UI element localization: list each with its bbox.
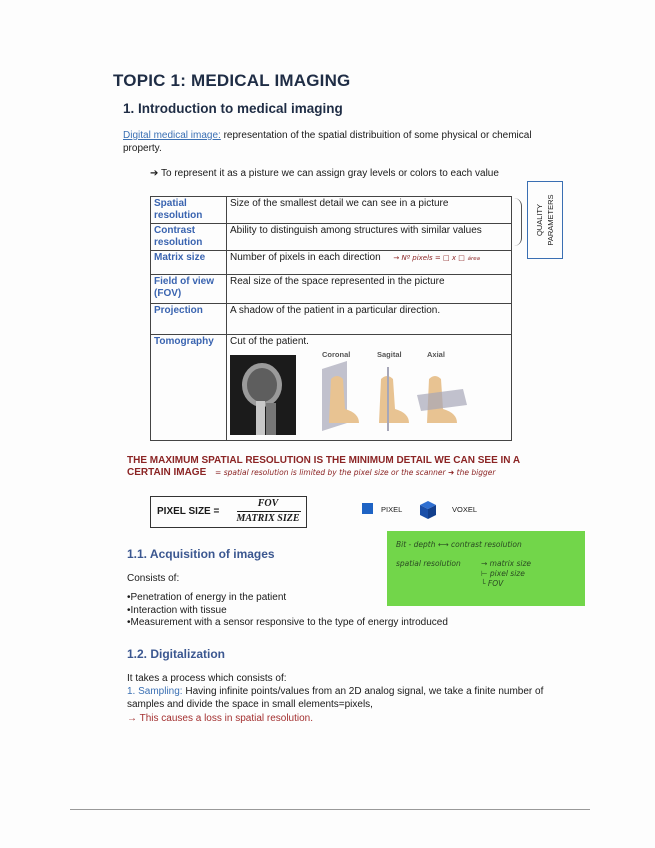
plane-label-axial: Axial	[427, 350, 445, 359]
green-note-line2: spatial resolution	[396, 559, 461, 568]
digitalization-title: 1.2. Digitalization	[127, 647, 226, 661]
ct-image	[230, 355, 296, 435]
green-note-line1: Bit - depth ⟷ contrast resolution	[396, 540, 522, 549]
green-note-item: → matrix size	[481, 559, 532, 568]
quality-parameters-box	[527, 181, 563, 259]
digitalization-intro: It takes a process which consists of:	[127, 673, 287, 684]
definition	[123, 129, 563, 155]
sampling-consequence: → This causes a loss in spatial resolution.	[127, 713, 314, 724]
table-row	[151, 275, 512, 304]
plane-label-sagital: Sagital	[377, 350, 402, 359]
list-item: • Measurement with a sensor responsive to the type of energy introduced	[127, 617, 448, 630]
table-row	[151, 197, 512, 224]
tomography-cell	[227, 335, 512, 441]
table-value: Size of the smallest detail we can see in a picture	[227, 197, 512, 224]
quality-label: QUALITY PARAMETERS	[535, 194, 555, 246]
green-note-item: └ FOV	[481, 579, 504, 588]
table-row	[151, 335, 512, 441]
table-value: Number of pixels in each direction	[230, 252, 381, 263]
table-key: Matrix size	[151, 251, 227, 275]
formula-lhs: PIXEL SIZE =	[157, 506, 220, 517]
definition-text: representation of the spatial distribuition of some physical or chemical property.	[123, 130, 532, 154]
definition-term: Digital medical image:	[123, 130, 221, 141]
plane-label-coronal: Coronal	[322, 350, 351, 359]
topic-title: TOPIC 1: MEDICAL IMAGING	[113, 71, 351, 90]
acquisition-list	[127, 592, 448, 630]
table-key: Contrast resolution	[151, 224, 227, 251]
ct-skull-icon	[230, 355, 296, 435]
quality-table	[150, 196, 512, 441]
sampling-text: Having infinite points/values from an 2D analog signal, we take a finite number of samples and divide the space in small elements=pixels,	[127, 686, 544, 710]
list-item: • Penetration of energy in the patient	[127, 592, 448, 605]
voxel-cube-icon	[418, 500, 438, 520]
max-resolution-line1: THE MAXIMUM SPATIAL RESOLUTION IS THE MINIMUM DETAIL WE CAN SEE IN A	[127, 455, 521, 466]
pixel-square-icon	[362, 503, 373, 514]
table-row	[151, 224, 512, 251]
acquisition-title: 1.1. Acquisition of images	[127, 547, 275, 561]
table-value: Ability to distinguish among structures with similar values	[227, 224, 512, 251]
pixel-label: PIXEL	[381, 505, 403, 514]
page-bottom-rule	[70, 809, 590, 810]
table-key: Spatial resolution	[151, 197, 227, 224]
table-value: Cut of the patient.	[230, 336, 309, 347]
green-note-list	[481, 559, 531, 589]
table-value-cell	[227, 251, 512, 275]
table-value: Real size of the space represented in the picture	[227, 275, 512, 304]
section-title: 1. Introduction to medical imaging	[123, 101, 343, 116]
foot-planes-icon	[317, 361, 467, 437]
table-row	[151, 251, 512, 275]
table-row	[151, 304, 512, 335]
acquisition-intro: Consists of:	[127, 573, 180, 584]
green-note-item: ⊢ pixel size	[481, 569, 525, 578]
sampling-paragraph	[127, 686, 567, 711]
matrix-note-sub: área	[467, 256, 481, 262]
max-resolution-line2: CERTAIN IMAGE	[127, 467, 207, 478]
voxel-label: VOXEL	[452, 505, 478, 514]
table-value: A shadow of the patient in a particular direction.	[227, 304, 512, 335]
formula-numerator: FOV	[257, 498, 279, 509]
formula-denominator: MATRIX SIZE	[236, 513, 300, 524]
quality-brace	[513, 198, 522, 246]
table-key: Projection	[151, 304, 227, 335]
pixel-size-formula	[150, 496, 307, 528]
arrow-note: ➔ To represent it as a pisture we can assign gray levels or colors to each value	[150, 168, 499, 179]
max-resolution-handwritten: = spatial resolution is limited by the pixel size or the scanner ➜ the bigger	[215, 468, 496, 477]
table-key: Tomography	[151, 335, 227, 441]
matrix-note: → Nº pixels = □ x □	[393, 254, 465, 262]
list-item: • Interaction with tissue	[127, 605, 448, 618]
sampling-term: 1. Sampling:	[127, 686, 183, 697]
table-key: Field of view (FOV)	[151, 275, 227, 304]
max-resolution-note	[127, 455, 597, 479]
